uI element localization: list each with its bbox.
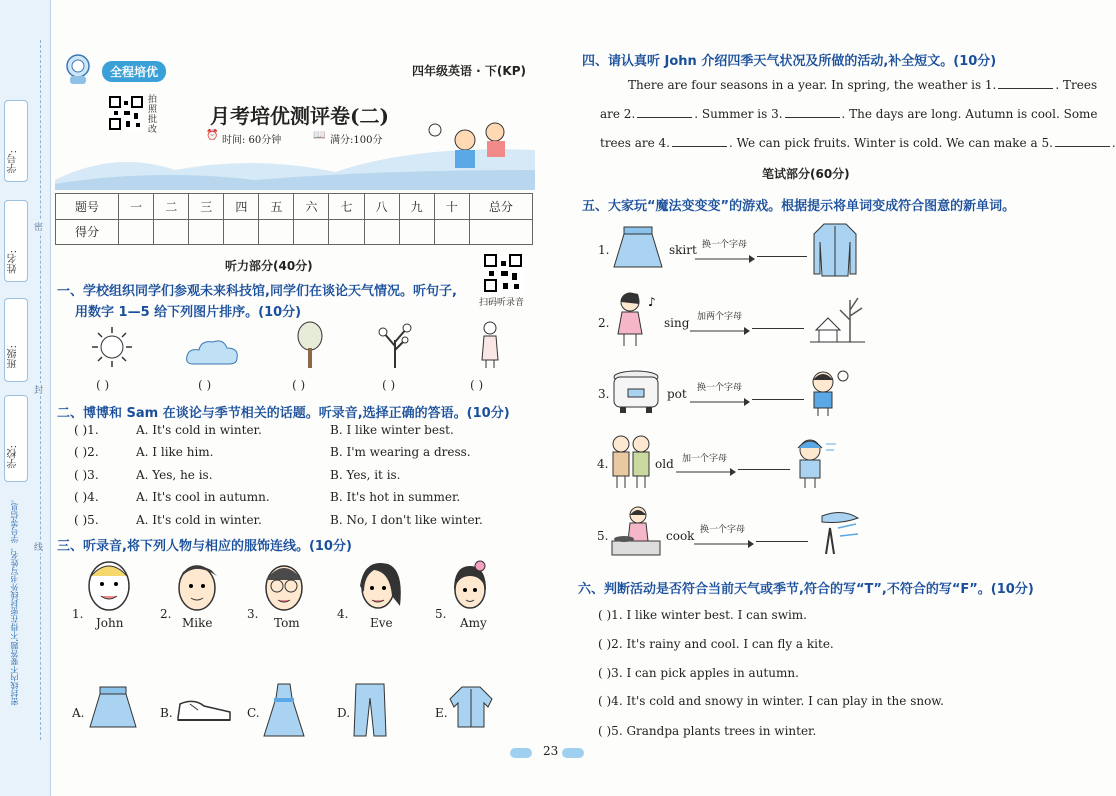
hint-label: 换一个字母: [697, 383, 743, 393]
binding-strip: [0, 0, 51, 796]
footer-decoration-left: [510, 748, 532, 758]
section-1-title-2: 用数字 1—5 给下列图片排序。(10分): [75, 305, 302, 320]
mike-face-icon: [173, 556, 221, 614]
answer-line[interactable]: [757, 256, 807, 257]
answer-blank[interactable]: ( )4.: [74, 490, 99, 504]
hint-label: 换一个字母: [702, 240, 748, 250]
listening-title: 听力部分(40分): [225, 259, 313, 273]
arrow-icon: [694, 533, 754, 541]
blank-1[interactable]: [998, 78, 1053, 89]
arrow-icon: [690, 391, 750, 399]
spring-house-icon: [810, 290, 865, 345]
arrow-icon: [690, 320, 750, 328]
item-number: 3.: [598, 387, 610, 401]
shirt-icon: [812, 222, 858, 278]
score-header-cell: 十: [434, 194, 469, 220]
john-face-icon: [85, 556, 133, 614]
score-header-cell: 一: [119, 194, 154, 220]
hint-label: 加两个字母: [697, 312, 743, 322]
score-header-cell: 九: [399, 194, 434, 220]
class-box[interactable]: [4, 298, 28, 382]
judgement-item[interactable]: ( )4. It's cold and snowy in winter. I can play in the snow.: [598, 694, 944, 708]
footer-decoration-right: [562, 748, 584, 758]
windy-icon: [812, 508, 862, 558]
answer-blank[interactable]: ( ): [470, 378, 484, 392]
qr-caption: 拍照批改: [148, 95, 158, 135]
sneakers-icon: [174, 690, 234, 725]
answer-blank[interactable]: ( ): [198, 378, 212, 392]
score-row-label: 得分: [56, 219, 119, 245]
person-number: 3.: [247, 607, 259, 621]
eve-face-icon: [352, 556, 407, 614]
passage-text: . The days are long. Autumn is cool. Some: [841, 107, 1098, 121]
sun-icon: [90, 325, 135, 370]
option-a: A. I like him.: [136, 445, 214, 459]
score-cell[interactable]: [154, 219, 189, 245]
arrow-icon: [676, 461, 736, 469]
dress-icon: [262, 682, 306, 738]
option-b: B. I'm wearing a dress.: [330, 445, 471, 459]
person-name: Mike: [182, 616, 213, 630]
hint-label: 换一个字母: [700, 525, 746, 535]
score-header-cell: 八: [364, 194, 399, 220]
passage-text: are 2.: [600, 107, 636, 121]
score-cell[interactable]: [224, 219, 259, 245]
blank-5[interactable]: [1055, 136, 1110, 147]
blank-3[interactable]: [785, 107, 840, 118]
person-name: Amy: [460, 616, 487, 630]
page-number: 23: [543, 744, 559, 758]
school-label: 学校:: [8, 445, 19, 469]
person-name: Eve: [370, 616, 393, 630]
skirt-icon: [612, 225, 664, 270]
old-couple-icon: [607, 432, 657, 490]
answer-blank[interactable]: ( ): [382, 378, 396, 392]
item-number: 1.: [598, 243, 610, 257]
grade-label: 四年级英语 · 下(KP): [412, 64, 526, 78]
student-id-label: 学号:: [8, 150, 19, 174]
snow-tree-icon: [375, 320, 415, 370]
skirt-icon: [88, 685, 138, 730]
score-header-cell: 四: [224, 194, 259, 220]
answer-blank[interactable]: ( )5.: [74, 513, 99, 527]
section-4-title: 四、请认真听 John 介绍四季天气状况及所做的活动,补全短文。(10分): [582, 54, 997, 69]
seal-note: 密封线内不要答题,不得在密封线外书写姓名、学号等信息。: [10, 495, 19, 706]
option-b: B. No, I don't like winter.: [330, 513, 483, 527]
seal-mark: 密: [34, 220, 43, 233]
option-b: B. I like winter best.: [330, 423, 454, 437]
score-header-cell: 七: [329, 194, 364, 220]
listening-qr-caption: 扫码听录音: [479, 298, 525, 308]
answer-blank[interactable]: ( )2.: [74, 445, 99, 459]
option-a: A. Yes, he is.: [136, 468, 213, 482]
passage-text: . Summer is 3.: [694, 107, 783, 121]
score-header-cell: 题号: [56, 194, 119, 220]
singing-girl-icon: [610, 290, 665, 348]
clothing-letter: B.: [160, 706, 173, 720]
answer-blank[interactable]: ( )3.: [74, 468, 99, 482]
listening-qr-icon[interactable]: [483, 253, 523, 293]
clothing-letter: D.: [337, 706, 351, 720]
school-box[interactable]: [4, 395, 28, 482]
passage-text: . We can pick fruits. Winter is cold. We can make a 5.: [729, 136, 1053, 150]
answer-line[interactable]: [752, 399, 804, 400]
score-cell[interactable]: [189, 219, 224, 245]
passage-text: There are four seasons in a year. In spring, the weather is 1.: [628, 78, 997, 92]
person-number: 2.: [160, 607, 172, 621]
full-score-label: 满分:100分: [330, 135, 383, 146]
arrow-icon: [695, 248, 755, 256]
score-input-row: [56, 219, 533, 245]
amy-face-icon: [448, 556, 492, 614]
clothing-letter: C.: [247, 706, 260, 720]
option-b: B. It's hot in summer.: [330, 490, 461, 504]
seal-mark: 封: [34, 383, 43, 396]
source-word: sing: [664, 316, 690, 330]
book-icon: 📖: [313, 130, 326, 141]
source-word: old: [655, 457, 674, 471]
section-6-title: 六、判断活动是否符合当前天气或季节,符合的写“T”,不符合的写“F”。(10分): [578, 582, 1034, 597]
option-a: A. It's cool in autumn.: [136, 490, 270, 504]
passage-text: .: [1111, 136, 1116, 150]
hint-label: 加一个字母: [682, 454, 728, 464]
blank-4[interactable]: [672, 136, 727, 147]
source-word: pot: [667, 387, 687, 401]
cloud-icon: [185, 338, 240, 368]
score-header-cell: 三: [189, 194, 224, 220]
item-number: 2.: [598, 316, 610, 330]
source-word: skirt: [669, 243, 697, 257]
passage-text: . Trees: [1055, 78, 1098, 92]
svg-text:♪: ♪: [648, 295, 656, 309]
writing-title: 笔试部分(60分): [762, 167, 850, 181]
clothing-letter: A.: [72, 706, 85, 720]
class-label: 班级:: [8, 345, 19, 369]
hot-boy-icon: [805, 368, 851, 418]
clock-icon: ⏰: [206, 130, 219, 141]
score-header-cell: 总分: [469, 194, 532, 220]
score-header-cell: 二: [154, 194, 189, 220]
answer-blank[interactable]: ( ): [292, 378, 306, 392]
passage-line-2: [600, 107, 1098, 121]
score-cell[interactable]: [469, 219, 532, 245]
person-name: John: [96, 616, 124, 630]
judgement-item[interactable]: ( )2. It's rainy and cool. I can fly a kite.: [598, 637, 834, 651]
cooking-girl-icon: [608, 505, 663, 560]
passage-line-3: [600, 136, 1116, 150]
score-cell[interactable]: [399, 219, 434, 245]
passage-line-1: [628, 78, 1097, 92]
item-number: 5.: [597, 529, 609, 543]
score-cell[interactable]: [329, 219, 364, 245]
jacket-icon: [448, 685, 494, 730]
score-cell[interactable]: [364, 219, 399, 245]
answer-blank[interactable]: ( )1.: [74, 423, 99, 437]
option-a: A. It's cold in winter.: [136, 513, 262, 527]
cold-boy-icon: [790, 436, 840, 490]
score-header-row: [56, 194, 533, 220]
judgement-item[interactable]: ( )5. Grandpa plants trees in winter.: [598, 724, 817, 738]
option-a: A. It's cold in winter.: [136, 423, 262, 437]
score-header-cell: 六: [294, 194, 329, 220]
page-title: 月考培优测评卷(二): [210, 104, 389, 128]
score-cell[interactable]: [434, 219, 469, 245]
section-1-title: 一、学校组织同学们参观未来科技馆,同学们在谈论天气情况。听句子,: [57, 284, 457, 299]
series-badge: 全程培优: [102, 61, 166, 82]
option-b: B. Yes, it is.: [330, 468, 401, 482]
header-illustration: [55, 110, 535, 190]
windy-tree-icon: [295, 320, 325, 370]
time-label: 时间: 60分钟: [222, 135, 282, 146]
person-number: 1.: [72, 607, 84, 621]
tom-face-icon: [260, 556, 308, 614]
section-5-title: 五、大家玩“魔法变变变”的游戏。根据提示将单词变成符合图意的新单词。: [582, 199, 1016, 214]
person-name: Tom: [274, 616, 300, 630]
clothing-letter: E.: [435, 706, 448, 720]
answer-line[interactable]: [752, 328, 804, 329]
score-cell[interactable]: [294, 219, 329, 245]
answer-line[interactable]: [738, 469, 790, 470]
score-header-cell: 五: [259, 194, 294, 220]
name-label: 姓名:: [8, 250, 19, 274]
score-cell[interactable]: [119, 219, 154, 245]
section-3-title: 三、听录音,将下列人物与相应的服饰连线。(10分): [57, 539, 352, 554]
judgement-item[interactable]: ( )3. I can pick apples in autumn.: [598, 666, 799, 680]
blank-2[interactable]: [637, 107, 692, 118]
section-2-title: 二、博博和 Sam 在谈论与季节相关的话题。听录音,选择正确的答语。(10分): [57, 406, 510, 421]
seal-mark: 线: [34, 540, 43, 553]
rice-cooker-icon: [610, 367, 662, 417]
passage-text: trees are 4.: [600, 136, 670, 150]
answer-blank[interactable]: ( ): [96, 378, 110, 392]
rain-girl-icon: [478, 320, 502, 370]
person-number: 4.: [337, 607, 349, 621]
trousers-icon: [352, 682, 388, 738]
score-cell[interactable]: [259, 219, 294, 245]
source-word: cook: [666, 529, 695, 543]
person-number: 5.: [435, 607, 447, 621]
judgement-item[interactable]: ( )1. I like winter best. I can swim.: [598, 608, 807, 622]
score-table: [55, 193, 533, 245]
answer-line[interactable]: [756, 541, 808, 542]
item-number: 4.: [597, 457, 609, 471]
astronaut-icon: [60, 50, 100, 86]
